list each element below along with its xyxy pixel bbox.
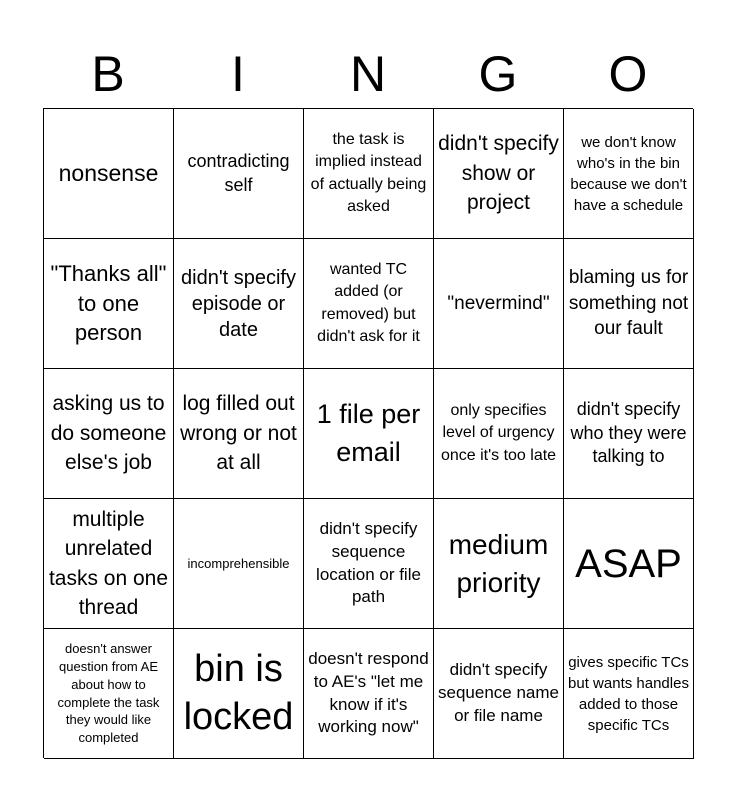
bingo-cell-text: doesn't respond to AE's "let me know if it's working now" <box>308 648 429 737</box>
bingo-cell-text: didn't specify who they were talking to <box>570 399 687 467</box>
bingo-cell-text: doesn't answer question from AE about how to complete the task they would like completed <box>57 640 160 746</box>
bingo-cell-text: "Thanks all" to one person <box>50 260 167 346</box>
bingo-cell-text: incomprehensible <box>187 555 290 571</box>
header-letter-n: N <box>349 46 387 102</box>
bingo-cell[interactable] <box>564 109 694 239</box>
bingo-cell[interactable] <box>434 239 564 369</box>
bingo-cell-text: bin is locked <box>183 648 294 738</box>
bingo-cell[interactable] <box>174 239 304 369</box>
bingo-cell[interactable] <box>174 499 304 629</box>
bingo-cell[interactable] <box>44 109 174 239</box>
bingo-cell[interactable] <box>44 369 174 499</box>
bingo-cell-text: blaming us for something not our fault <box>568 267 689 340</box>
bingo-cell-text: the task is implied instead of actually being asked <box>310 130 427 215</box>
bingo-cell[interactable] <box>304 369 434 499</box>
bingo-cell[interactable] <box>174 109 304 239</box>
bingo-cell-text: didn't specify episode or date <box>181 266 296 341</box>
bingo-cell[interactable] <box>564 239 694 369</box>
bingo-cell[interactable] <box>44 499 174 629</box>
header-letter-i: I <box>231 46 245 102</box>
bingo-cell-text: multiple unrelated tasks on one thread <box>48 507 169 619</box>
bingo-cell[interactable] <box>434 109 564 239</box>
bingo-cell[interactable] <box>564 499 694 629</box>
bingo-cell[interactable] <box>434 369 564 499</box>
bingo-cell[interactable] <box>304 629 434 759</box>
bingo-grid <box>43 108 693 758</box>
bingo-cell[interactable] <box>564 369 694 499</box>
bingo-cell-text: asking us to do someone else's job <box>50 392 167 475</box>
bingo-cell[interactable] <box>174 369 304 499</box>
bingo-cell-text: medium priority <box>448 528 549 598</box>
bingo-cell-text: only specifies level of urgency once it's too late <box>440 401 557 464</box>
bingo-cell[interactable] <box>304 109 434 239</box>
bingo-cell[interactable] <box>434 499 564 629</box>
bingo-cell-text: wanted TC added (or removed) but didn't ask for it <box>317 260 420 345</box>
bingo-cell[interactable] <box>304 239 434 369</box>
bingo-cell[interactable] <box>44 239 174 369</box>
bingo-cell-text: we don't know who's in the bin because we don't have a schedule <box>570 133 687 214</box>
bingo-cell-text: didn't specify sequence location or file path <box>316 518 421 607</box>
bingo-cell-text: didn't specify sequence name or file name <box>438 660 559 725</box>
bingo-cell[interactable] <box>174 629 304 759</box>
header-letter-g: G <box>478 46 518 102</box>
bingo-cell-text: "nevermind" <box>447 292 550 314</box>
bingo-cell[interactable] <box>44 629 174 759</box>
bingo-cell[interactable] <box>434 629 564 759</box>
bingo-cell-text: ASAP <box>575 541 682 586</box>
bingo-cell-text: log filled out wrong or not at all <box>180 392 297 475</box>
bingo-cell-text: contradicting self <box>187 151 290 195</box>
bingo-cell[interactable] <box>304 499 434 629</box>
bingo-cell[interactable] <box>564 629 694 759</box>
header-letter-o: O <box>608 46 648 102</box>
bingo-cell-text: 1 file per email <box>316 398 421 467</box>
bingo-header <box>43 40 693 108</box>
bingo-cell-text: nonsense <box>58 159 159 186</box>
bingo-cell-text: didn't specify show or project <box>438 132 559 215</box>
bingo-cell-text: gives specific TCs but wants handles added to those specific TCs <box>568 653 689 734</box>
header-letter-b: B <box>91 46 125 102</box>
